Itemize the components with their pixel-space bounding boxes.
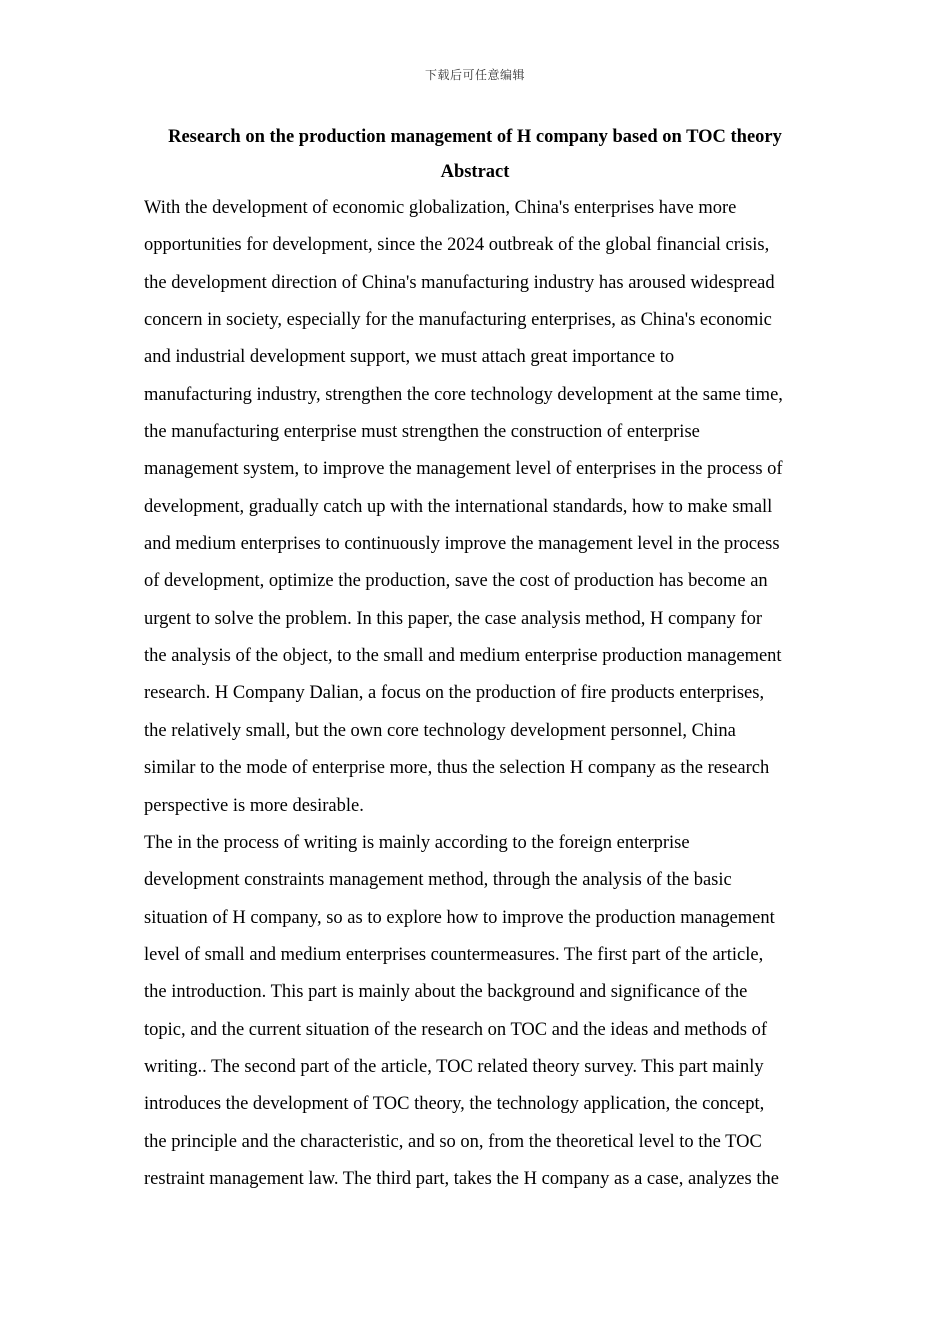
- text-line: opportunities for development, since the 2024 outbreak of the global financial crisis,: [144, 235, 770, 256]
- text-line: similar to the mode of enterprise more, thus the selection H company as the research: [144, 758, 770, 779]
- text-line: management system, to improve the management level of enterprises in the process of: [144, 459, 783, 480]
- text-line: concern in society, especially for the manufacturing enterprises, as China's economic: [144, 310, 772, 331]
- text-line: and medium enterprises to continuously improve the management level in the process: [144, 534, 780, 555]
- text-line: the analysis of the object, to the small and medium enterprise production management: [144, 646, 782, 667]
- text-line: With the development of economic globalization, China's enterprises have more: [144, 198, 737, 218]
- paper-title: Research on the production management of H company based on TOC theory: [168, 127, 782, 147]
- text-line: development constraints management method, through the analysis of the basic: [144, 870, 732, 891]
- abstract-heading: Abstract: [440, 162, 510, 182]
- text-line: perspective is more desirable.: [144, 795, 364, 816]
- text-line: level of small and medium enterprises countermeasures. The first part of the article,: [144, 944, 764, 965]
- text-line: the relatively small, but the own core technology development personnel, China: [144, 720, 736, 741]
- paragraph-1: [144, 194, 814, 829]
- text-line: urgent to solve the problem. In this paper, the case analysis method, H company for: [144, 608, 762, 629]
- text-line: research. H Company Dalian, a focus on the production of fire products enterprises,: [144, 683, 765, 704]
- text-line: the principle and the characteristic, and so on, from the theoretical level to the TOC: [144, 1131, 762, 1152]
- abstract-body: [144, 194, 814, 1202]
- text-line: The in the process of writing is mainly according to the foreign enterprise: [144, 832, 690, 853]
- text-line: manufacturing industry, strengthen the core technology development at the same time,: [144, 384, 783, 405]
- text-line: and industrial development support, we must attach great importance to: [144, 347, 675, 368]
- text-line: writing.. The second part of the article, TOC related theory survey. This part mainly: [144, 1056, 764, 1077]
- paragraph-2: [144, 829, 814, 1202]
- text-line: topic, and the current situation of the research on TOC and the ideas and methods of: [144, 1019, 768, 1040]
- text-line: of development, optimize the production, save the cost of production has become an: [144, 571, 768, 592]
- text-line: introduces the development of TOC theory, the technology application, the concept,: [144, 1094, 765, 1115]
- text-line: the manufacturing enterprise must strengthen the construction of enterprise: [144, 422, 700, 443]
- text-line: restraint management law. The third part, takes the H company as a case, analyzes the: [144, 1168, 779, 1189]
- text-line: situation of H company, so as to explore how to improve the production management: [144, 907, 775, 928]
- text-line: the introduction. This part is mainly about the background and significance of the: [144, 982, 748, 1003]
- text-line: development, gradually catch up with the international standards, how to make small: [144, 496, 773, 517]
- header-note: 下载后可任意编辑: [424, 68, 525, 82]
- text-line: the development direction of China's manufacturing industry has aroused widespread: [144, 272, 775, 293]
